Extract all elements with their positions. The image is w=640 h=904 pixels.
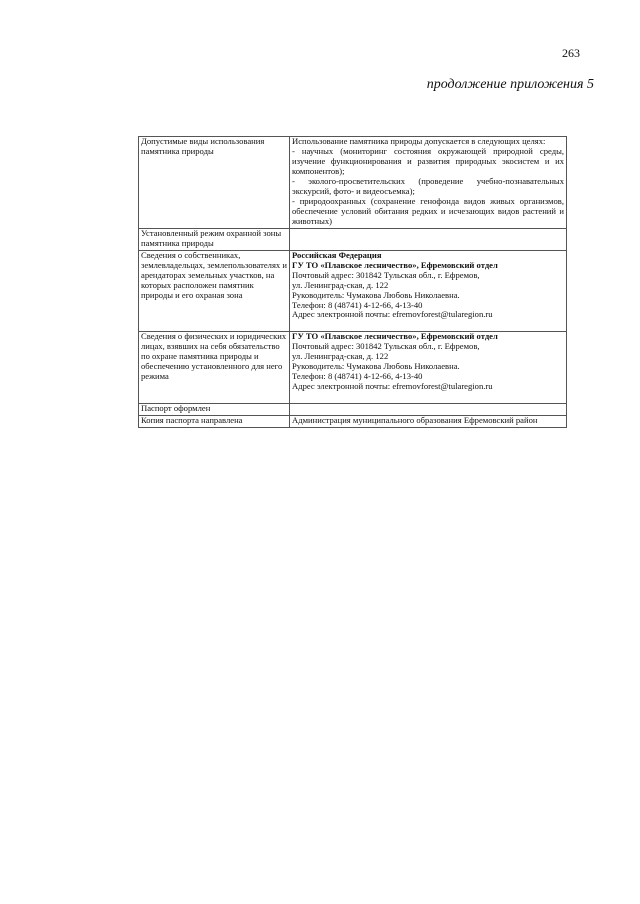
table-row <box>139 250 567 332</box>
row-label-owners: Сведения о собственниках, землевладельцах, землепользователях и арендаторах земельных участков, на которых расположен памятник природы и его охраная зона <box>139 250 290 332</box>
responsible-org: ГУ ТО «Плавское лесничество», Ефремовский отдел <box>292 331 498 342</box>
responsible-phone: Телефон: 8 (48741) 4-12-66, 4-13-40 <box>292 371 423 382</box>
responsible-address-line1: Почтовый адрес: 301842 Тульская обл., г. Ефремов, <box>292 341 480 352</box>
passport-table <box>138 136 567 428</box>
row-value-permitted-uses <box>290 137 567 229</box>
owners-country: Российская Федерация <box>292 249 382 260</box>
row-label-protected-zone: Установленный режим охранной зоны памятника природы <box>139 228 290 250</box>
row-label-responsible: Сведения о физических и юридических лицах, взявших на себя обязательство по охране памятника природы и обеспечению установленного для него режима <box>139 332 290 404</box>
row-value-copy-sent: Администрация муниципального образования Ефремовский район <box>290 416 567 428</box>
permitted-uses-ecological: - эколого-просветительских (проведение учебно-познавательных экскурсий, фото- и видеосъемка); <box>292 175 564 196</box>
row-label-permitted-uses: Допустимые виды использования памятника природы <box>139 137 290 229</box>
owners-org: ГУ ТО «Плавское лесничество», Ефремовский отдел <box>292 259 498 270</box>
row-label-copy-sent: Копия паспорта направлена <box>139 416 290 428</box>
permitted-uses-scientific: - научных (мониторинг состояния окружающей природной среды, изучение функционирования и развития природных экосистем и их компонентов); <box>292 145 564 176</box>
row-value-passport-issued <box>290 404 567 416</box>
owners-email: Адрес электронной почты: efremovforest@tularegion.ru <box>292 309 493 320</box>
owners-phone: Телефон: 8 (48741) 4-12-66, 4-13-40 <box>292 299 423 310</box>
owners-address-line2: ул. Ленинград-ская, д. 122 <box>292 279 389 290</box>
table-row <box>139 416 567 428</box>
table-row <box>139 404 567 416</box>
permitted-uses-conservation: - природоохранных (сохранение генофонда видов живых организмов, обеспечение условий обитания редких и исчезающих видов растений и животных) <box>292 195 564 226</box>
permitted-uses-intro: Использование памятника природы допускается в следующих целях: <box>292 136 546 146</box>
continuation-title: продолжение приложения 5 <box>426 77 594 92</box>
responsible-address-line2: ул. Ленинград-ская, д. 122 <box>292 351 389 362</box>
row-label-passport-issued: Паспорт оформлен <box>139 404 290 416</box>
table-row <box>139 137 567 229</box>
table-row <box>139 228 567 250</box>
owners-head: Руководитель: Чумакова Любовь Николаевна. <box>292 289 460 300</box>
page-number: 263 <box>562 46 580 60</box>
owners-address-line1: Почтовый адрес: 301842 Тульская обл., г. Ефремов, <box>292 269 480 280</box>
cell-spacer <box>292 392 564 402</box>
row-value-protected-zone <box>290 228 567 250</box>
row-value-owners <box>290 250 567 332</box>
responsible-email: Адрес электронной почты: efremovforest@tularegion.ru <box>292 381 493 392</box>
responsible-head: Руководитель: Чумакова Любовь Николаевна. <box>292 361 460 372</box>
cell-spacer <box>292 320 564 330</box>
table-row <box>139 332 567 404</box>
row-value-responsible <box>290 332 567 404</box>
